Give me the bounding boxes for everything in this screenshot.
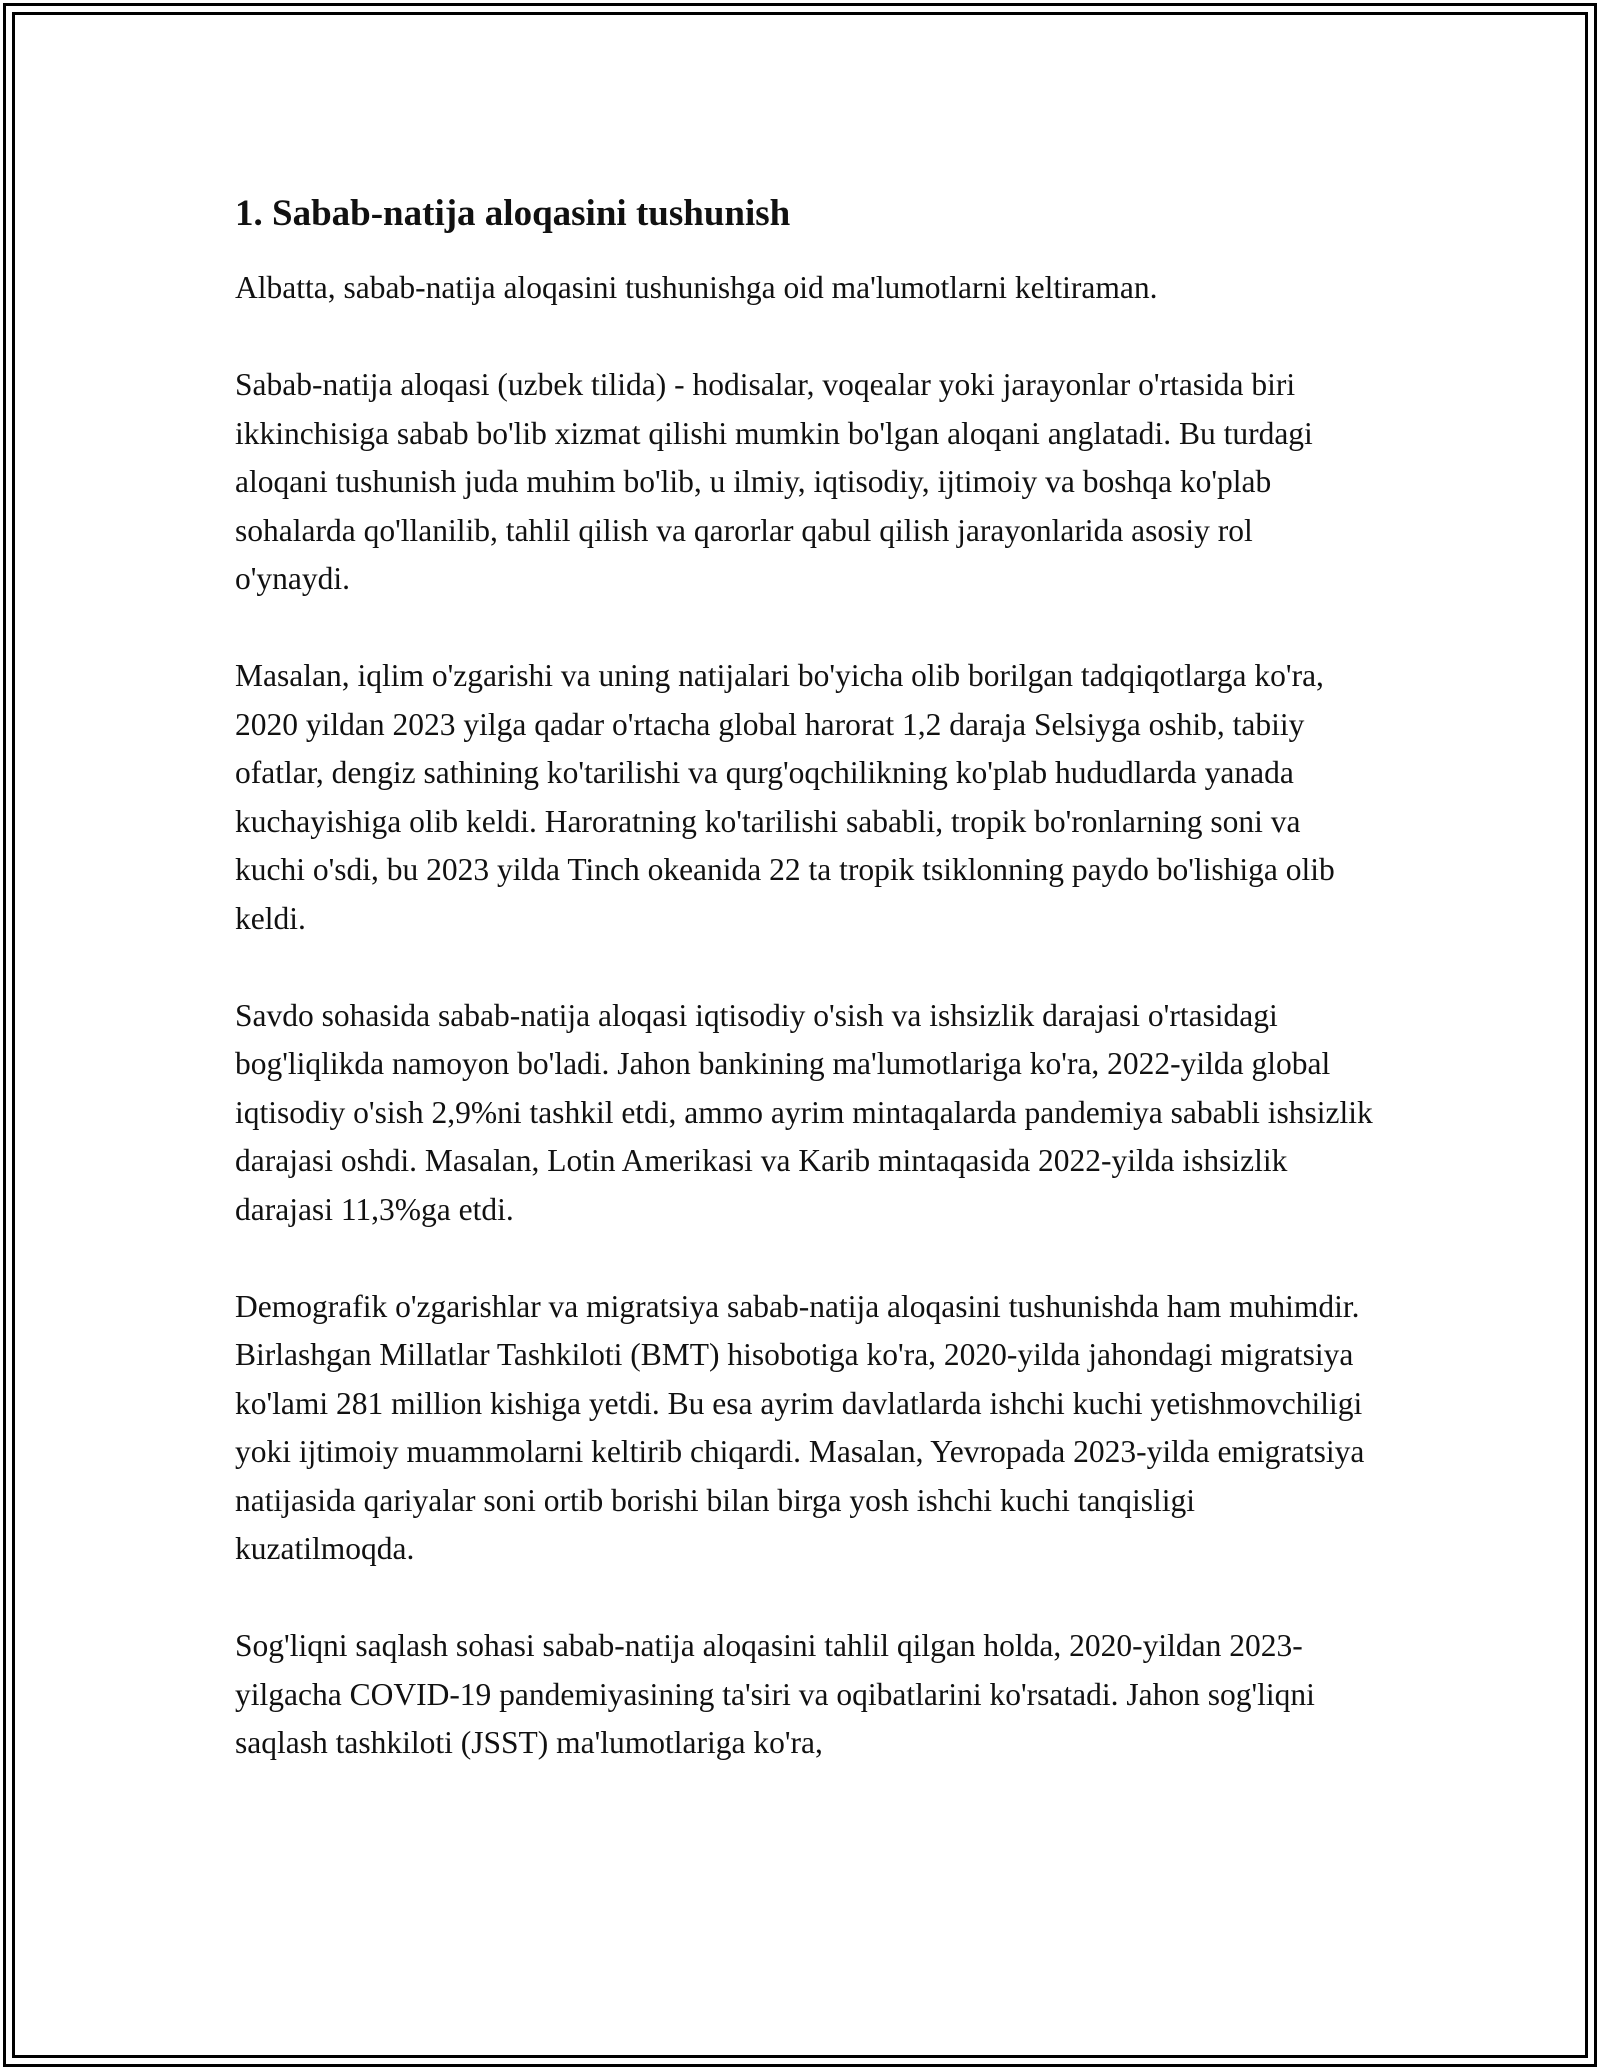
- paragraph-economy: Savdo sohasida sabab-natija aloqasi iqtisodiy o'sish va ishsizlik darajasi o'rtasidagi bog'liqlikda namoyon bo'ladi. Jahon bankining ma'lumotlariga ko'ra, 2022-yilda global iqtisodiy o'sish 2,9%ni tashkil etdi, ammo ayrim mintaqalarda pandemiya sababli ishsizlik darajasi oshdi. Masalan, Lotin Amerikasi va Karib mintaqasida 2022-yilda ishsizlik darajasi 11,3%ga etdi.: [235, 997, 1373, 1227]
- paragraph-climate: Masalan, iqlim o'zgarishi va uning natijalari bo'yicha olib borilgan tadqiqotlarga ko'ra, 2020 yildan 2023 yilga qadar o'rtacha global harorat 1,2 daraja Selsiyga oshib, tabiiy ofatlar, dengiz sathining ko'tarilishi va qurg'oqchilikning ko'plab hududlarda yanada kuchayishiga olib keldi. Haroratning ko'tarilishi sababli, tropik bo'ronlarning soni va kuchi o'sdi, bu 2023 yilda Tinch okeanida 22 ta tropik tsiklonning paydo bo'lishiga olib keldi.: [235, 658, 1335, 936]
- paragraph-intro: Albatta, sabab-natija aloqasini tushunishga oid ma'lumotlarni keltiraman.: [235, 270, 1158, 305]
- paragraph-health: Sog'liqni saqlash sohasi sabab-natija aloqasini tahlil qilgan holda, 2020-yildan 2023-yilgacha COVID-19 pandemiyasining ta'siri va oqibatlarini ko'rsatadi. Jahon sog'liqni saqlash tashkiloti (JSST) ma'lumotlariga ko'ra,: [235, 1628, 1315, 1760]
- section-heading: 1. Sabab-natija aloqasini tushunish: [235, 193, 791, 234]
- paragraph-demography: Demografik o'zgarishlar va migratsiya sabab-natija aloqasini tushunishda ham muhimdir. Birlashgan Millatlar Tashkiloti (BMT) hisobotiga ko'ra, 2020-yilda jahondagi migratsiya ko'lami 281 million kishiga yetdi. Bu esa ayrim davlatlarda ishchi kuchi yetishmovchiligi yoki ijtimoiy muammolarni keltirib chiqardi. Masalan, Yevropada 2023-yilda emigratsiya natijasida qariyalar soni ortib borishi bilan birga yosh ishchi kuchi tanqisligi kuzatilmoqda.: [235, 1288, 1365, 1566]
- document-body: [235, 190, 1375, 1816]
- paragraph-definition: Sabab-natija aloqasi (uzbek tilida) - hodisalar, voqealar yoki jarayonlar o'rtasida biri ikkinchisiga sabab bo'lib xizmat qilishi mumkin bo'lgan aloqani anglatadi. Bu turdagi aloqani tushunish juda muhim bo'lib, u ilmiy, iqtisodiy, ijtimoiy va boshqa ko'plab sohalarda qo'llanilib, tahlil qilish va qarorlar qabul qilish jarayonlarida asosiy rol o'ynaydi.: [235, 367, 1313, 596]
